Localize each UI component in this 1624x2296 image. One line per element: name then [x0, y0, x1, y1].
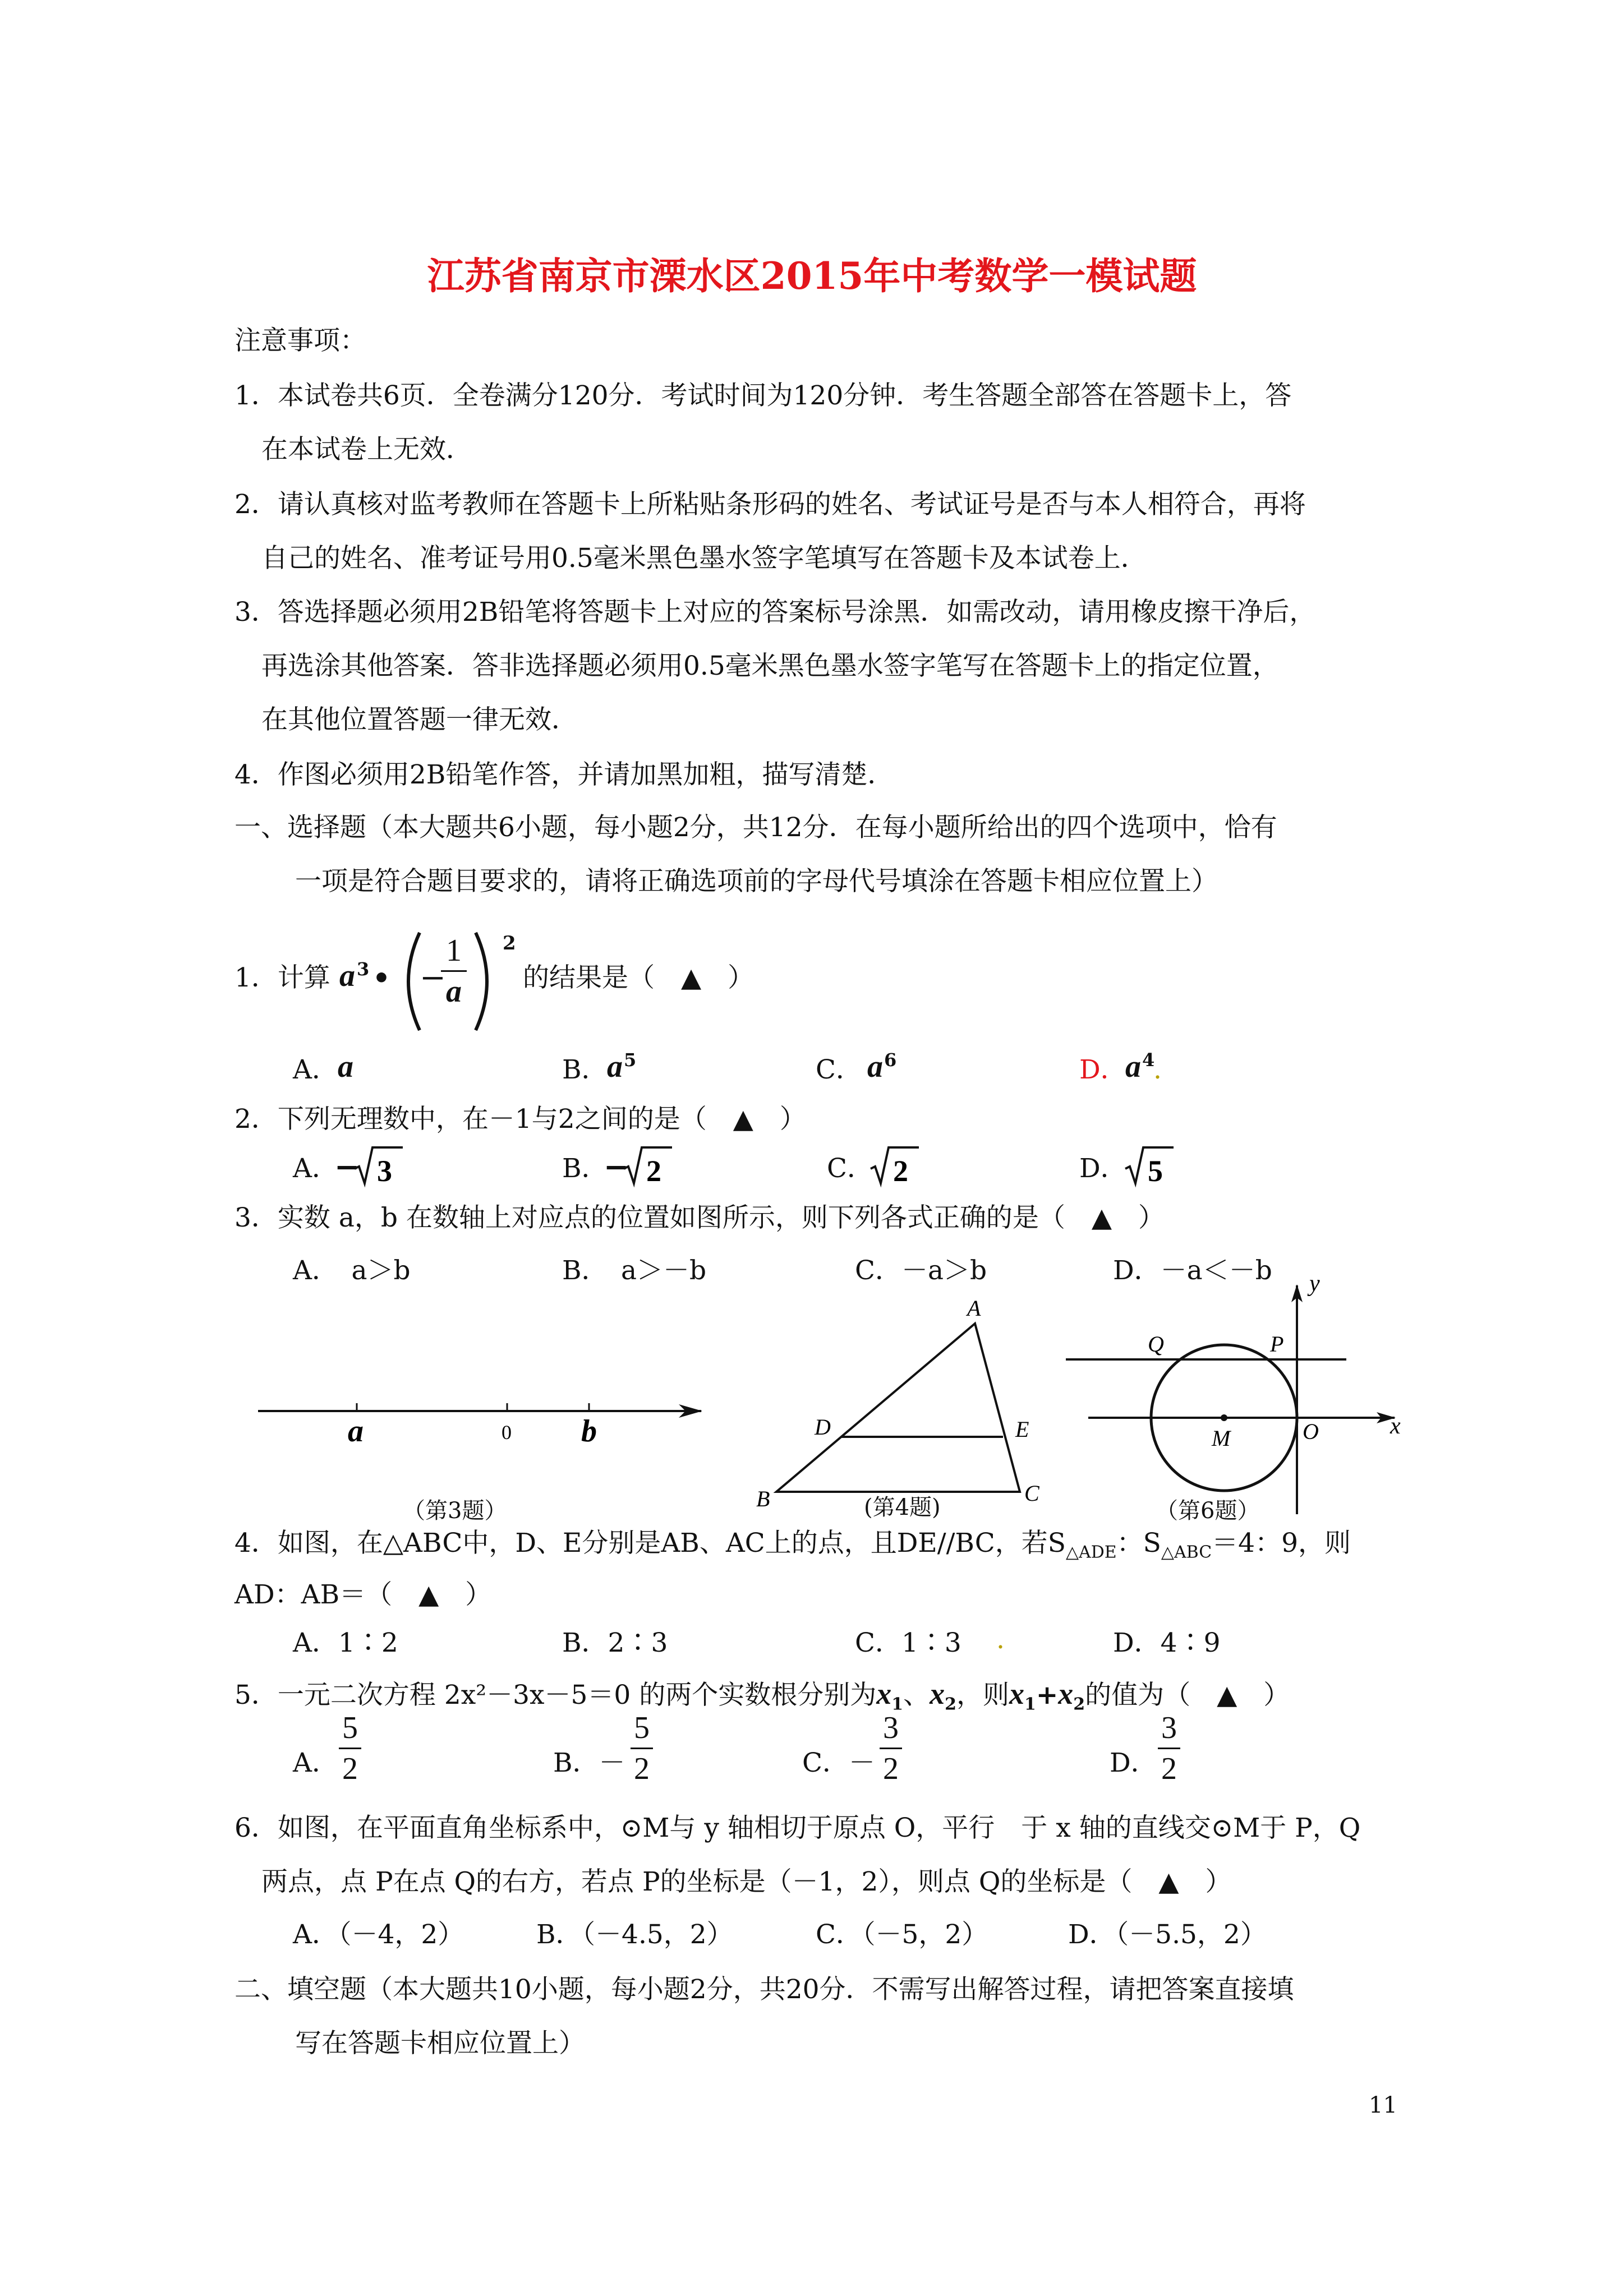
q5-b-bar	[631, 1748, 653, 1749]
label-b: b	[581, 1414, 597, 1449]
label-zero: 0	[502, 1421, 512, 1444]
section-2-heading: 二、填空题（本大题共10小题，每小题2分，共20分．不需写出解答过程，请把答案直接填	[234, 1974, 1294, 2005]
q4-option-a: A．1∶2	[293, 1628, 398, 1658]
q2-option-a-sqrt-icon	[353, 1144, 404, 1189]
q6-line-1: 6．如图，在平面直角坐标系中，⊙M与 y 轴相切于原点 O，平行 于 x 轴的直线交⊙M于 P，Q	[234, 1813, 1361, 1843]
q1-option-d-value: a	[1125, 1049, 1141, 1084]
note-3-line-2: 再选涂其他答案．答非选择题必须用0.5毫米黑色墨水签字笔写在答题卡上的指定位置，	[261, 651, 1279, 681]
q2-option-a-sign: −	[334, 1149, 360, 1184]
q6-line-2: 两点，点 P在点 Q的右方，若点 P的坐标是（－1，2），则点 Q的坐标是（ ▲ ）	[261, 1866, 1232, 1897]
q6-option-b: B．（－4.5，2）	[536, 1919, 733, 1950]
note-3-line-3: 在其他位置答题一律无效．	[261, 704, 578, 735]
q5-sep: 、	[903, 1680, 930, 1711]
section-1-heading-cont: 一项是符合题目要求的，请将正确选项前的字母代号填涂在答题卡相应位置上）	[295, 866, 1218, 897]
q1-option-a-label: A．	[293, 1054, 338, 1085]
center-point-m	[1221, 1414, 1227, 1421]
q5-sum-x2: x	[1058, 1677, 1074, 1711]
q2-option-c-label: C．	[827, 1153, 873, 1184]
q2-option-b-sqrt-icon	[623, 1144, 673, 1189]
q5-option-a-label: A．	[293, 1748, 338, 1778]
q5-a-num: 5	[342, 1711, 358, 1745]
q2-option-b-sign: −	[604, 1149, 629, 1184]
q6-option-c: C．（－5，2）	[816, 1919, 988, 1950]
q4-sub-ade: △ADE	[1065, 1542, 1117, 1562]
q1-exp: 3	[357, 958, 370, 980]
q1-option-a-value: a	[338, 1049, 353, 1084]
q4-option-b: B．2∶3	[562, 1628, 668, 1658]
q5-option-c-label: C．－	[802, 1748, 875, 1778]
q5-option-b-fraction	[631, 1711, 653, 1786]
q6-option-a: A．（－4，2）	[293, 1919, 464, 1950]
q5-sum-x1-sub: 1	[1024, 1694, 1036, 1714]
q1-option-d-trail: .	[1153, 1054, 1162, 1085]
label-E: E	[1015, 1417, 1029, 1442]
label-A: A	[967, 1295, 981, 1321]
q5-stem	[234, 1677, 1290, 1721]
q1-dot: •	[372, 961, 390, 994]
q2-stem: 2．下列无理数中，在－1与2之间的是（ ▲ ）	[234, 1104, 806, 1135]
section-2-heading-cont: 写在答题卡相应位置上）	[295, 2028, 585, 2059]
label-P: P	[1270, 1331, 1284, 1357]
q5-x2-sub: 2	[945, 1694, 956, 1714]
q5-option-c-fraction	[880, 1711, 902, 1786]
q2-option-d-sqrt-icon	[1124, 1144, 1175, 1189]
note-2-line-1: 2．请认真核对监考教师在答题卡上所粘贴条形码的姓名、考试证号是否与本人相符合，再将	[234, 489, 1306, 520]
note-2-line-2: 自己的姓名、准考证号用0.5毫米黑色墨水签字笔填写在答题卡及本试卷上．	[261, 543, 1147, 574]
q3-option-c: C．－a＞b	[855, 1255, 987, 1286]
label-D: D	[815, 1414, 831, 1440]
q4-stem-end: ＝4：9，则	[1212, 1528, 1351, 1559]
label-Q: Q	[1148, 1331, 1164, 1357]
q4-option-c: C．1∶3	[855, 1628, 961, 1658]
q6-option-d: D．（－5.5，2）	[1068, 1919, 1267, 1950]
q3-option-b: B． a＞－b	[562, 1255, 707, 1286]
q2-option-c-radicand: 2	[893, 1154, 908, 1188]
notes-heading: 注意事项：	[234, 325, 366, 356]
label-y: y	[1309, 1271, 1320, 1297]
q4-stem-mid: ：S	[1116, 1528, 1161, 1559]
q1-option-c-label: C．	[816, 1054, 862, 1085]
q1-option-b-exp: 5	[624, 1049, 637, 1071]
q1-option-d-exp: 4	[1142, 1049, 1155, 1071]
q5-a-bar	[339, 1748, 361, 1749]
triangle-abc	[776, 1324, 1020, 1492]
q2-option-a-label: A．	[293, 1153, 338, 1184]
q2-option-b-radicand: 2	[646, 1154, 661, 1188]
q5-stem-start: 5．一元二次方程 2x²－3x－5＝0 的两个实数根分别为	[234, 1680, 877, 1711]
q5-option-b-label: B．－	[553, 1748, 625, 1778]
note-1-line-1: 1．本试卷共6页．全卷满分120分．考试时间为120分钟．考生答题全部答在答题卡上，答	[234, 380, 1292, 411]
q5-x1: x	[876, 1677, 892, 1711]
label-x: x	[1390, 1413, 1401, 1439]
q4-stem-start: 4．如图，在△ABC中，D、E分别是AB、AC上的点，且DE//BC，若S	[234, 1528, 1066, 1559]
note-1-line-2: 在本试卷上无效．	[261, 434, 472, 465]
q1-outer-exp: 2	[503, 932, 516, 955]
q5-option-d-fraction	[1158, 1711, 1180, 1786]
q1-frac-bar	[441, 970, 467, 972]
q1-fraction	[441, 933, 467, 1009]
note-4: 4．作图必须用2B铅笔作答，并请加黑加粗，描写清楚．	[234, 759, 894, 790]
q5-d-bar	[1158, 1748, 1180, 1749]
q1-frac-den: a	[446, 974, 462, 1009]
fig3-caption: （第3题）	[403, 1498, 507, 1524]
q5-a-den: 2	[342, 1751, 358, 1786]
section-1-heading: 一、选择题（本大题共6小题，每小题2分，共12分．在每小题所给出的四个选项中，恰有	[234, 812, 1277, 843]
fig6-coordinate-figure	[1049, 1267, 1408, 1520]
fig3-number-line	[247, 1368, 718, 1464]
q5-c-bar	[880, 1748, 902, 1749]
q2-option-d-label: D．	[1079, 1153, 1127, 1184]
q4-sub-abc: △ABC	[1161, 1542, 1212, 1562]
q1-base: a	[339, 958, 355, 993]
q4-line-1	[234, 1527, 1351, 1569]
label-B: B	[756, 1486, 770, 1511]
q5-option-d-label: D．	[1110, 1748, 1157, 1778]
q5-b-num: 5	[634, 1711, 650, 1745]
q5-comma: ，则	[956, 1680, 1009, 1711]
note-3-line-1: 3．答选择题必须用2B铅笔将答题卡上对应的答案标号涂黑．如需改动，请用橡皮擦干净后，	[234, 597, 1316, 628]
q1-minus: −	[420, 960, 446, 996]
q5-sum-x2-sub: 2	[1073, 1694, 1085, 1714]
q1-option-c-exp: 6	[884, 1049, 897, 1071]
q1-option-b-value: a	[607, 1049, 623, 1084]
q1-right-paren	[469, 928, 503, 1035]
q1-option-c-value: a	[867, 1049, 883, 1084]
fig4-triangle	[740, 1284, 1055, 1514]
q1-option-d-label: D．	[1079, 1054, 1127, 1085]
page-title: 江苏省南京市溧水区2015年中考数学一模试题	[427, 254, 1197, 298]
page-number: 11	[1369, 2092, 1397, 2118]
q2-option-a-radicand: 3	[377, 1154, 392, 1188]
q3-option-a: A． a＞b	[293, 1255, 411, 1286]
q3-stem: 3．实数 a，b 在数轴上对应点的位置如图所示，则下列各式正确的是（ ▲ ）	[234, 1202, 1165, 1233]
q4-stray-dot: .	[996, 1624, 1005, 1655]
q2-option-b-label: B．	[562, 1153, 608, 1184]
label-M: M	[1212, 1426, 1231, 1451]
label-O: O	[1303, 1419, 1319, 1444]
q5-stem-end: 的值为（ ▲ ）	[1085, 1680, 1290, 1711]
q2-option-c-sqrt-icon	[869, 1144, 920, 1189]
label-a: a	[348, 1414, 364, 1449]
q3-option-d: D．－a＜－b	[1113, 1255, 1272, 1286]
q5-x2: x	[930, 1677, 945, 1711]
q5-option-a-fraction	[339, 1711, 361, 1786]
q4-option-d: D．4∶9	[1113, 1628, 1221, 1658]
q5-b-den: 2	[634, 1751, 650, 1786]
q5-d-num: 3	[1161, 1711, 1177, 1745]
q1-prefix: 1．计算	[234, 962, 330, 993]
fig6-caption: （第6题）	[1156, 1498, 1260, 1524]
q5-d-den: 2	[1161, 1751, 1177, 1786]
q5-sum-x1: x	[1009, 1677, 1024, 1711]
q5-c-num: 3	[883, 1711, 899, 1745]
q1-suffix: 的结果是（ ▲ ）	[523, 962, 755, 993]
q5-plus: +	[1036, 1680, 1059, 1711]
fig4-caption: (第4题)	[864, 1495, 941, 1520]
q4-line-2: AD：AB＝（ ▲ ）	[234, 1579, 492, 1610]
q5-c-den: 2	[883, 1751, 899, 1786]
label-C: C	[1024, 1481, 1039, 1506]
q1-option-b-label: B．	[562, 1054, 608, 1085]
q5-x1-sub: 1	[891, 1694, 904, 1714]
q1-frac-num: 1	[446, 933, 462, 968]
q2-option-d-radicand: 5	[1148, 1154, 1163, 1188]
